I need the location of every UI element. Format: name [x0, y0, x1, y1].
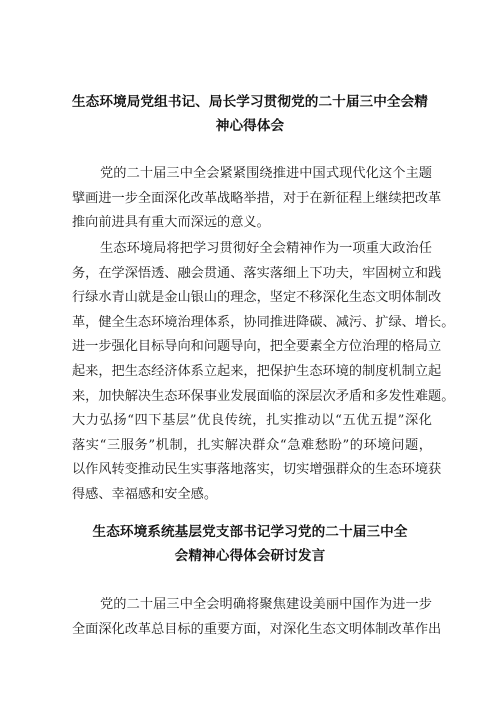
- text-line: 大力弘扬“四下基层”优良传统，扎实推动以“五优五提”深化: [72, 413, 432, 429]
- text-line: 行绿水青山就是金山银山的理念，坚定不移深化生态文明体制改: [72, 290, 442, 306]
- article-2-title: [60, 520, 440, 568]
- text-line: 生态环境局将把学习贯彻好全会精神作为一项重大政治任: [100, 241, 432, 256]
- text-line: 革，健全生态环境治理体系，协同推进降碳、减污、扩绿、增长。: [72, 314, 455, 330]
- text-line: 务，在学深悟透、融会贯通、落实落细上下功夫，牢固树立和践: [72, 265, 442, 281]
- title-line: 神心得体会: [215, 118, 285, 134]
- title-line: 生态环境系统基层党支部书记学习党的二十届三中全: [92, 524, 408, 540]
- text-line: 得感、幸福感和安全感。: [72, 486, 218, 502]
- text-line: 落实“三服务”机制，扎实解决群众“急难愁盼”的环境问题，: [72, 437, 432, 453]
- text-line: 全面深化改革总目标的重要方面，对深化生态文明体制改革作出: [72, 621, 442, 637]
- text-line: 擘画进一步全面深化改革战略举措，对于在新征程上继续把改革: [72, 190, 442, 206]
- article-1-paragraph-1: [72, 162, 442, 236]
- text-line: 党的二十届三中全会明确将聚焦建设美丽中国作为进一步: [100, 597, 432, 612]
- article-1-title: [60, 90, 440, 138]
- text-line: 起来，把生态经济体系立起来，把保护生态环境的制度机制立起: [72, 363, 442, 379]
- title-line: 生态环境局党组书记、局长学习贯彻党的二十届三中全会精: [71, 94, 429, 110]
- article-1-paragraph-2: [72, 237, 455, 508]
- text-line: 推向前进具有重大而深远的意义。: [72, 215, 270, 231]
- title-line: 会精神心得体会研讨发言: [174, 548, 326, 564]
- article-2-paragraph-1: [72, 593, 442, 642]
- text-line: 以作风转变推动民生实事落地落实，切实增强群众的生态环境获: [72, 462, 442, 478]
- text-line: 党的二十届三中全会紧紧围绕推进中国式现代化这个主题: [100, 166, 432, 181]
- text-line: 来，加快解决生态环保事业发展面临的深层次矛盾和多发性难题。: [72, 388, 455, 404]
- text-line: 进一步强化目标导向和问题导向，把全要素全方位治理的格局立: [72, 339, 442, 355]
